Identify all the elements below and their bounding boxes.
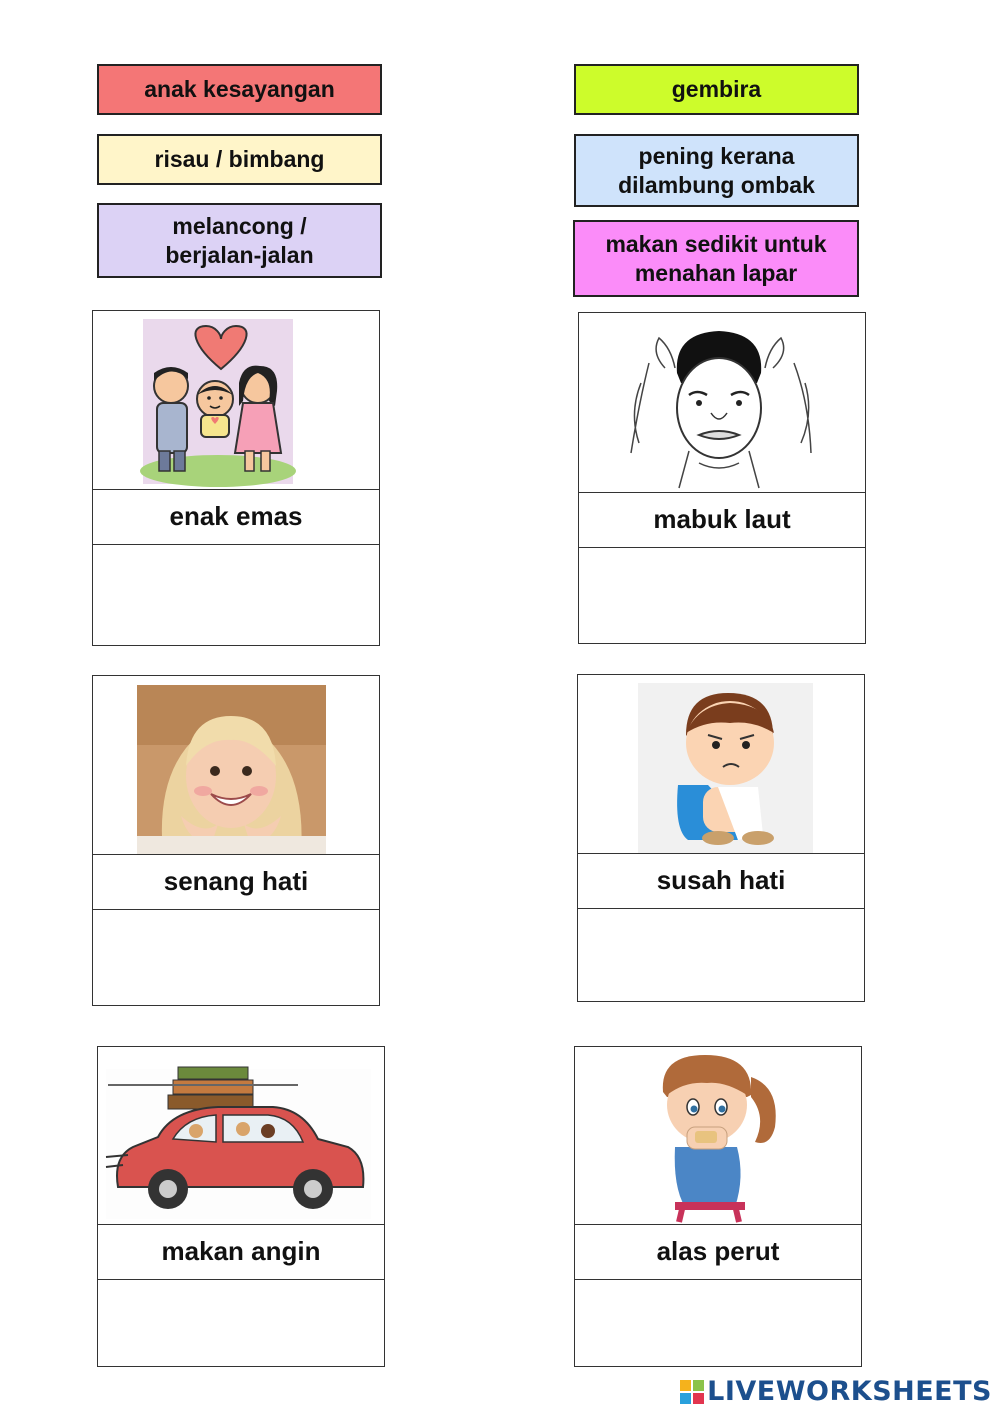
liveworksheets-logo [680,1376,992,1407]
card-senang-hati [92,675,380,1006]
choice-melancong[interactable]: melancong / berjalan-jalan [97,203,382,278]
choice-makan-sedikit[interactable]: makan sedikit untuk menahan lapar [573,220,859,297]
card-makan-angin [97,1046,385,1367]
family-love-icon [93,311,379,490]
card-enak-emas [92,310,380,646]
answer-drop-zone-2[interactable] [579,548,865,643]
phrase-makan-angin: makan angin [98,1224,384,1280]
phrase-susah-hati: susah hati [578,853,864,909]
answer-drop-zone-1[interactable] [93,545,379,645]
phrase-senang-hati: senang hati [93,854,379,910]
answer-drop-zone-5[interactable] [98,1280,384,1366]
liveworksheets-logo-icon [680,1380,704,1404]
phrase-alas-perut: alas perut [575,1224,861,1280]
brand-name: LIVEWORKSHEETS [707,1376,992,1407]
card-mabuk-laut [578,312,866,644]
choice-risau-bimbang[interactable]: risau / bimbang [97,134,382,185]
family-car-trip-icon [98,1047,384,1225]
answer-drop-zone-3[interactable] [93,910,379,1005]
phrase-mabuk-laut: mabuk laut [579,492,865,548]
answer-drop-zone-4[interactable] [578,909,864,1001]
card-alas-perut [574,1046,862,1367]
stressed-man-icon [579,313,865,493]
girl-eating-icon [575,1047,861,1225]
sad-boy-icon [578,675,864,854]
smiling-girl-icon [93,676,379,855]
card-susah-hati [577,674,865,1002]
phrase-enak-emas: enak emas [93,489,379,545]
choice-anak-kesayangan[interactable]: anak kesayangan [97,64,382,115]
choice-pening[interactable]: pening kerana dilambung ombak [574,134,859,207]
answer-drop-zone-6[interactable] [575,1280,861,1366]
choice-gembira[interactable]: gembira [574,64,859,115]
